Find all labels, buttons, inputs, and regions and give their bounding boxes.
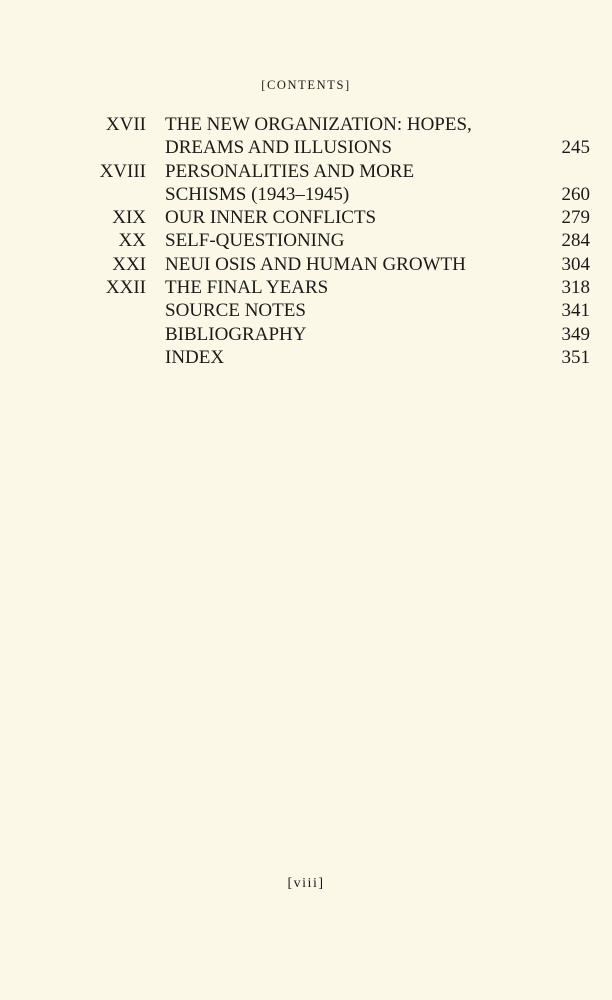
chapter-number: XIX xyxy=(112,207,146,229)
toc-entry xyxy=(0,276,612,299)
chapter-number: XVIII xyxy=(99,160,146,182)
chapter-title: THE NEW ORGANIZATION: HOPES, xyxy=(165,114,472,135)
table-of-contents xyxy=(0,113,612,369)
chapter-title: SCHISMS (1943–1945) xyxy=(165,183,350,205)
page-number: 341 xyxy=(561,300,590,322)
chapter-title: NEUI OSIS AND HUMAN GROWTH xyxy=(165,253,466,275)
toc-entry xyxy=(0,183,612,206)
chapter-title: DREAMS AND ILLUSIONS xyxy=(165,137,392,159)
chapter-number: XX xyxy=(118,230,146,252)
toc-entry xyxy=(0,229,612,252)
chapter-title: OUR INNER CONFLICTS xyxy=(165,207,377,229)
chapter-title: SOURCE NOTES xyxy=(165,300,306,322)
toc-entry xyxy=(0,346,612,369)
page-number: 304 xyxy=(561,253,590,275)
chapter-title: BIBLIOGRAPHY xyxy=(165,323,307,345)
page-number: 245 xyxy=(561,137,590,159)
page-number: 349 xyxy=(561,323,590,345)
chapter-title: INDEX xyxy=(165,346,225,368)
toc-entry xyxy=(0,113,612,136)
chapter-title: SELF-QUESTIONING xyxy=(165,230,345,252)
chapter-number: XXI xyxy=(112,253,146,275)
toc-entry xyxy=(0,136,612,159)
chapter-number: XXII xyxy=(105,277,146,299)
toc-entry xyxy=(0,160,612,183)
toc-entry xyxy=(0,253,612,276)
chapter-title: PERSONALITIES AND MORE xyxy=(165,160,415,182)
toc-entry xyxy=(0,323,612,346)
page-number: 351 xyxy=(561,346,590,368)
toc-entry xyxy=(0,206,612,229)
page-number: 279 xyxy=(561,207,590,229)
page-number: 318 xyxy=(561,277,590,299)
page-number: 260 xyxy=(561,183,590,205)
chapter-title: THE FINAL YEARS xyxy=(165,277,329,299)
chapter-number: XVII xyxy=(105,114,146,135)
page-number: 284 xyxy=(561,230,590,252)
running-head: [CONTENTS] xyxy=(261,78,351,92)
page-folio: [viii] xyxy=(287,876,325,891)
toc-entry xyxy=(0,299,612,322)
